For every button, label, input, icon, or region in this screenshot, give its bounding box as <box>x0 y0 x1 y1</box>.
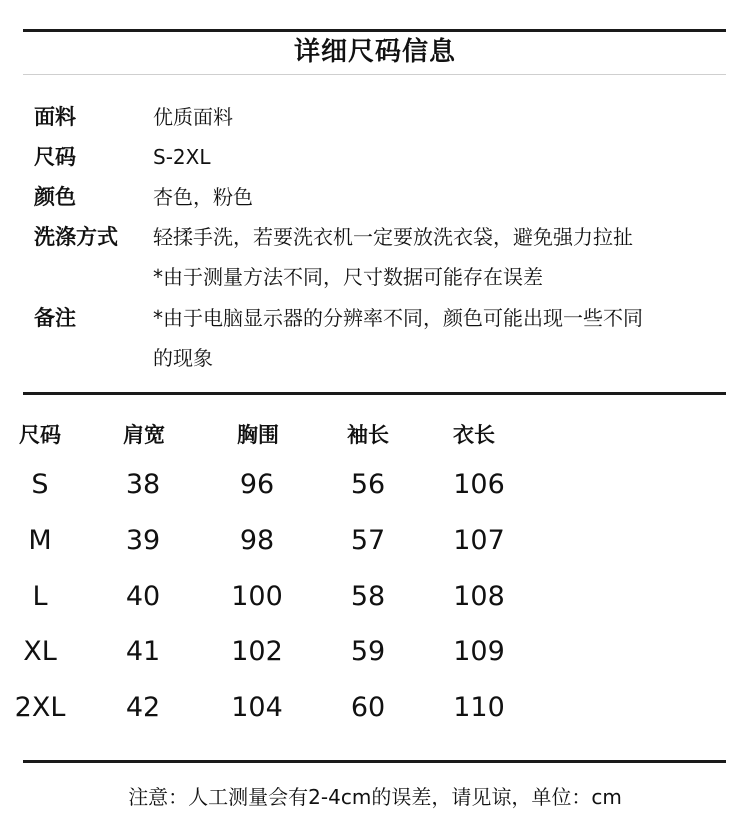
table-row <box>0 463 750 507</box>
cell-shoulder: 39 <box>125 525 161 556</box>
header-size: 尺码 <box>19 423 61 447</box>
cell-size: M <box>28 525 52 556</box>
cell-chest: 104 <box>231 692 283 723</box>
title-underline <box>23 74 726 75</box>
table-row <box>0 630 750 674</box>
info-value: 轻揉手洗，若要洗衣机一定要放洗衣袋，避免强力拉扯 <box>153 225 633 249</box>
info-label: 尺码 <box>34 145 76 169</box>
cell-size: L <box>32 581 48 612</box>
info-value: 的现象 <box>153 346 213 370</box>
cell-sleeve: 60 <box>350 692 386 723</box>
info-row-color <box>0 177 750 217</box>
cell-length: 108 <box>453 581 505 612</box>
cell-chest: 100 <box>231 581 283 612</box>
cell-sleeve: 56 <box>350 469 386 500</box>
info-label: 颜色 <box>34 185 76 209</box>
cell-chest: 96 <box>239 469 275 500</box>
cell-length: 110 <box>453 692 505 723</box>
cell-length: 107 <box>453 525 505 556</box>
page-title: 详细尺码信息 <box>293 37 456 67</box>
info-label: 面料 <box>34 105 76 129</box>
info-value: *由于电脑显示器的分辨率不同，颜色可能出现一些不同 <box>153 306 643 330</box>
header-length: 衣长 <box>453 423 495 447</box>
table-row <box>0 575 750 619</box>
cell-length: 106 <box>453 469 505 500</box>
cell-shoulder: 40 <box>125 581 161 612</box>
header-chest: 胸围 <box>237 423 279 447</box>
info-row-size <box>0 137 750 177</box>
header-shoulder: 肩宽 <box>123 423 165 447</box>
cell-size: S <box>31 469 49 500</box>
table-row <box>0 519 750 563</box>
info-value: 优质面料 <box>153 105 233 129</box>
header-sleeve: 袖长 <box>347 423 389 447</box>
footer-note: 注意：人工测量会有2-4cm的误差，请见谅，单位：cm <box>128 785 622 809</box>
info-label: 洗涤方式 <box>34 225 118 249</box>
cell-sleeve: 57 <box>350 525 386 556</box>
cell-length: 109 <box>453 636 505 667</box>
info-row-remarks <box>0 298 750 338</box>
bottom-rule <box>23 760 726 763</box>
cell-sleeve: 58 <box>350 581 386 612</box>
cell-shoulder: 38 <box>125 469 161 500</box>
cell-sleeve: 59 <box>350 636 386 667</box>
cell-chest: 102 <box>231 636 283 667</box>
cell-shoulder: 41 <box>125 636 161 667</box>
info-row-remarks-cont <box>0 338 750 378</box>
cell-size: XL <box>23 636 57 667</box>
table-row <box>0 686 750 730</box>
info-row-fabric <box>0 97 750 137</box>
info-value: *由于测量方法不同，尺寸数据可能存在误差 <box>153 265 543 289</box>
cell-chest: 98 <box>239 525 275 556</box>
info-value: 杏色，粉色 <box>153 185 253 209</box>
info-row-washing-note <box>0 257 750 297</box>
info-label: 备注 <box>34 306 76 330</box>
cell-size: 2XL <box>14 692 66 723</box>
info-row-washing <box>0 217 750 257</box>
size-table-header <box>0 415 750 455</box>
info-value: S-2XL <box>153 145 211 169</box>
section-divider <box>23 392 726 395</box>
cell-shoulder: 42 <box>125 692 161 723</box>
